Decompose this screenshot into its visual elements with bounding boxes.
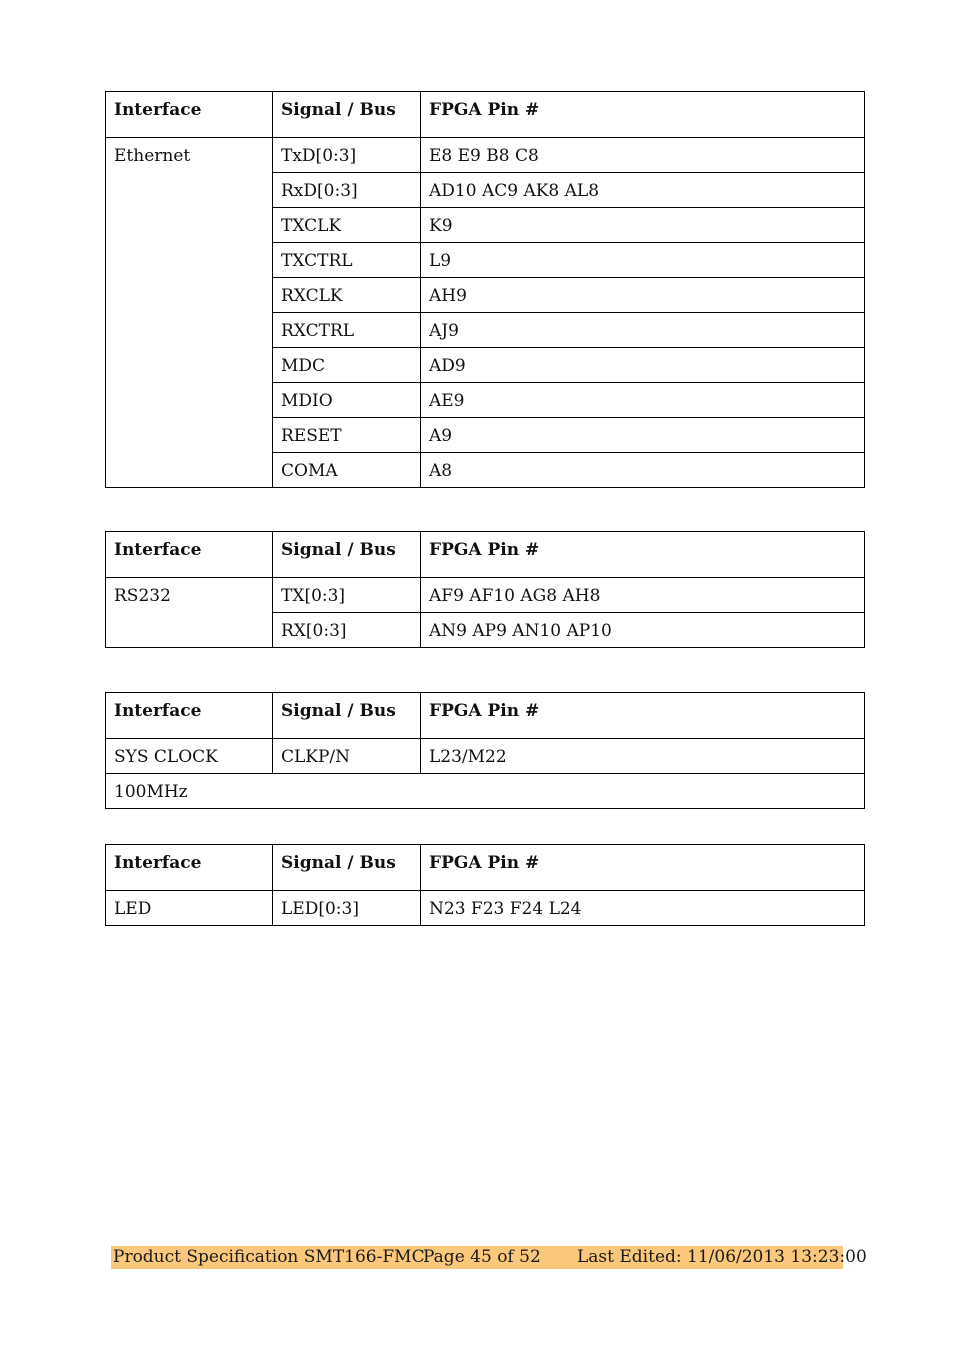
header-interface: Interface: [106, 532, 273, 578]
table-row: [106, 774, 865, 809]
pin-cell: AJ9: [421, 313, 865, 348]
footer-last-edited: Last Edited: 11/06/2013 13:23:00: [577, 1247, 867, 1267]
pin-cell: AD9: [421, 348, 865, 383]
pin-cell: N23 F23 F24 L24: [421, 891, 865, 926]
table-header-row: [106, 92, 865, 138]
header-interface: Interface: [106, 693, 273, 739]
table-header-row: [106, 532, 865, 578]
table-header-row: [106, 845, 865, 891]
ethernet-pin-table: [105, 91, 865, 488]
header-fpga-pin: FPGA Pin #: [421, 693, 865, 739]
table-row: [106, 138, 865, 173]
header-interface: Interface: [106, 845, 273, 891]
header-fpga-pin: FPGA Pin #: [421, 532, 865, 578]
signal-cell: MDIO: [273, 383, 421, 418]
signal-cell: CLKP/N: [273, 739, 421, 774]
header-fpga-pin: FPGA Pin #: [421, 845, 865, 891]
header-signal-bus: Signal / Bus: [273, 92, 421, 138]
footer-product-spec: Product Specification SMT166-FMC: [113, 1247, 425, 1267]
pin-cell: AE9: [421, 383, 865, 418]
table-header-row: [106, 693, 865, 739]
table-row: [106, 739, 865, 774]
table-row: [106, 891, 865, 926]
header-fpga-pin: FPGA Pin #: [421, 92, 865, 138]
pin-cell: AH9: [421, 278, 865, 313]
signal-cell: LED[0:3]: [273, 891, 421, 926]
pin-cell: AD10 AC9 AK8 AL8: [421, 173, 865, 208]
pin-cell: L9: [421, 243, 865, 278]
signal-cell: MDC: [273, 348, 421, 383]
sysclock-pin-table: [105, 692, 865, 809]
interface-cell: Ethernet: [106, 138, 273, 488]
frequency-note: 100MHz: [106, 774, 865, 809]
interface-cell: RS232: [106, 578, 273, 648]
header-signal-bus: Signal / Bus: [273, 693, 421, 739]
led-pin-table: [105, 844, 865, 926]
pin-cell: A9: [421, 418, 865, 453]
interface-cell: SYS CLOCK: [106, 739, 273, 774]
pin-cell: K9: [421, 208, 865, 243]
pin-cell: AN9 AP9 AN10 AP10: [421, 613, 865, 648]
pin-cell: E8 E9 B8 C8: [421, 138, 865, 173]
signal-cell: RESET: [273, 418, 421, 453]
signal-cell: TxD[0:3]: [273, 138, 421, 173]
signal-cell: COMA: [273, 453, 421, 488]
pin-cell: AF9 AF10 AG8 AH8: [421, 578, 865, 613]
footer-page-number: Page 45 of 52: [423, 1247, 541, 1267]
signal-cell: TX[0:3]: [273, 578, 421, 613]
page-footer: [111, 1246, 867, 1269]
signal-cell: RxD[0:3]: [273, 173, 421, 208]
interface-cell: LED: [106, 891, 273, 926]
pin-cell: L23/M22: [421, 739, 865, 774]
header-signal-bus: Signal / Bus: [273, 845, 421, 891]
signal-cell: RXCTRL: [273, 313, 421, 348]
table-row: [106, 578, 865, 613]
signal-cell: RX[0:3]: [273, 613, 421, 648]
header-interface: Interface: [106, 92, 273, 138]
pin-cell: A8: [421, 453, 865, 488]
signal-cell: RXCLK: [273, 278, 421, 313]
header-signal-bus: Signal / Bus: [273, 532, 421, 578]
rs232-pin-table: [105, 531, 865, 648]
signal-cell: TXCTRL: [273, 243, 421, 278]
signal-cell: TXCLK: [273, 208, 421, 243]
